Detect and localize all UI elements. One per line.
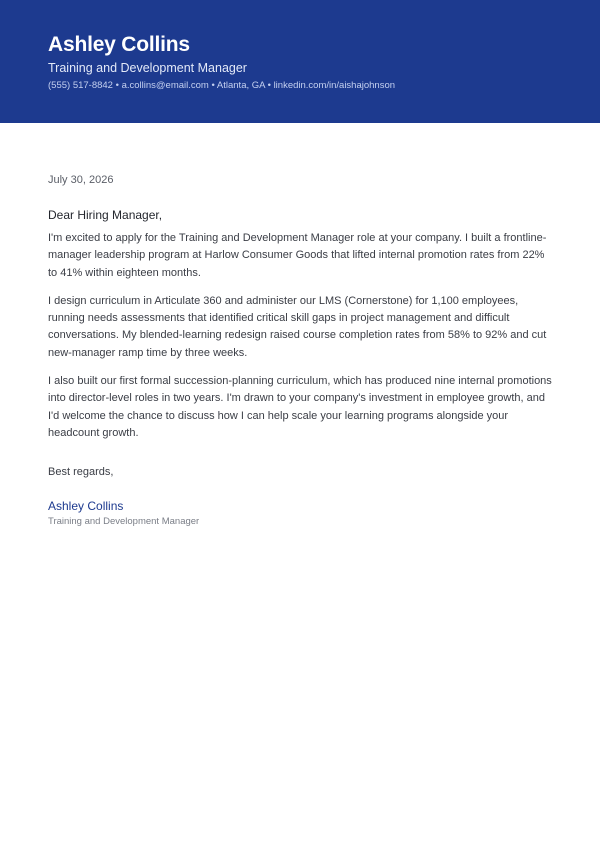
- applicant-role: Training and Development Manager: [48, 61, 247, 75]
- salutation: Dear Hiring Manager,: [48, 208, 163, 222]
- paragraph-experience: I design curriculum in Articulate 360 and administer our LMS (Cornerstone) for 1,100 employees, running needs assessments that identified critical skill gaps in project management and difficult conversations. My blended-learning redesign raised course completion rates from 58% to 92% and cut new-manager ramp time by three weeks.: [48, 294, 547, 359]
- contact-info: (555) 517-8842 • a.collins@email.com • Atlanta, GA • linkedin.com/in/aishajohnson: [48, 80, 396, 91]
- letter-body: [48, 172, 556, 529]
- letter-header: [0, 0, 600, 123]
- signature-name: Ashley Collins: [48, 499, 124, 514]
- signature-role: Training and Development Manager: [48, 516, 200, 528]
- applicant-name: Ashley Collins: [48, 33, 190, 56]
- paragraph-closing-pitch: I also built our first formal succession-planning curriculum, which has produced nine internal promotions into director-level roles in two years. I'm drawn to your company's investment in employee growth, and I'd welcome the chance to discuss how I can help scale your learning programs alongside your headcount growth.: [48, 375, 552, 439]
- paragraph-intro: I'm excited to apply for the Training and Development Manager role at your company. I built a frontline-manager leadership program at Harlow Consumer Goods that lifted internal promotion rates from 22% to 41% within eighteen months.: [48, 232, 547, 279]
- letter-date: July 30, 2026: [48, 174, 114, 186]
- closing-line: Best regards,: [48, 466, 114, 479]
